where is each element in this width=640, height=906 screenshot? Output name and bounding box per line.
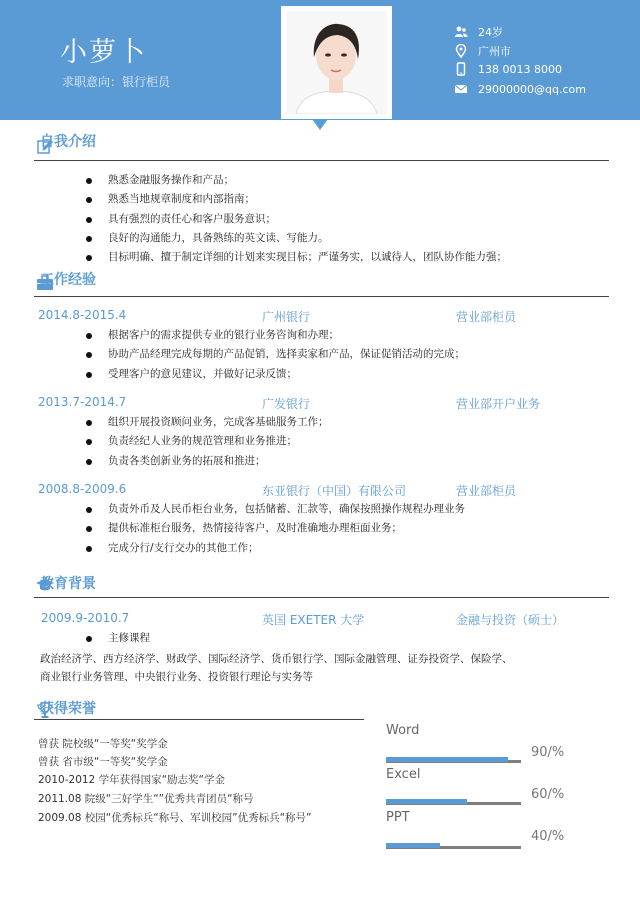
- edu-degree: 金融与投资（硕士）: [456, 613, 565, 627]
- contact-location: 广州市: [454, 43, 511, 59]
- section-divider: [34, 160, 609, 161]
- list-item: 组织开展投资顾问业务，完成客基础服务工作；: [84, 413, 329, 432]
- job-position: 营业部开户业务: [456, 397, 541, 411]
- header-pointer: [312, 119, 328, 130]
- list-item: 完成分行/支行交办的其他工作；: [84, 539, 465, 558]
- honor-item: 2009.08 校园“优秀标兵“称号、军训校园”优秀标兵“称号”: [38, 812, 312, 824]
- job-period: 2008.8-2009.6: [38, 482, 127, 496]
- job-company: 东亚银行（中国）有限公司: [262, 484, 407, 498]
- honor-item: 曾获 院校级“一等奖“奖学金: [38, 738, 168, 750]
- skill-name: Word: [386, 723, 420, 738]
- skill-percent: 60/%: [531, 787, 565, 802]
- list-item: 根据客户的需求提供专业的银行业务咨询和办理；: [84, 326, 465, 345]
- job-company: 广州银行: [262, 310, 311, 324]
- skill-bar-fill: [386, 757, 508, 762]
- list-item: 负责各类创新业务的拓展和推进；: [84, 452, 329, 471]
- job-company: 广发银行: [262, 397, 311, 411]
- section-divider: [34, 296, 609, 297]
- honor-item: 2010-2012 学年获得国家“励志奖“学金: [38, 774, 225, 786]
- candidate-name: 小萝卜: [60, 37, 147, 68]
- skill-percent: 40/%: [531, 829, 565, 844]
- list-item: 目标明确、擅于制定详细的计划来实现目标；严谨务实，以诚待人，团队协作能力强；: [84, 248, 507, 267]
- list-item: 协助产品经理完成每期的产品促销，选择卖家和产品，保证促销活动的完成；: [84, 345, 465, 364]
- contact-email: 29000000@qq.com: [454, 82, 586, 96]
- job-position: 营业部柜员: [456, 484, 517, 498]
- honor-item: 曾获 省市级“一等奖“奖学金: [38, 756, 168, 768]
- edu-school: 英国 EXETER 大学: [262, 613, 365, 627]
- job-duties-list: [84, 326, 465, 384]
- self-intro-list: [84, 171, 507, 267]
- courses-line: 政治经济学、西方经济学、财政学、国际经济学、货币银行学、国际金融管理、证券投资学、保险学、: [40, 653, 513, 665]
- list-item: 具有强烈的责任心和客户服务意识；: [84, 210, 507, 229]
- users-icon: [454, 25, 468, 39]
- skill-name: PPT: [386, 810, 410, 825]
- section-title-self-intro: 自我介绍: [40, 134, 96, 150]
- list-item: 熟悉当地规章制度和内部指南；: [84, 190, 507, 209]
- contact-phone: 138 0013 8000: [454, 62, 562, 76]
- phone-icon: [454, 62, 468, 76]
- job-duties-list: [84, 500, 465, 558]
- skill-bar-fill: [386, 799, 467, 804]
- courses-line: 商业银行业务管理、中央银行业务、投资银行理论与实务等: [40, 671, 313, 683]
- profile-photo: [286, 11, 387, 114]
- contact-age: 24岁: [454, 24, 503, 40]
- mail-icon: [454, 82, 468, 96]
- list-item: 负责外币及人民币柜台业务，包括储蓄、汇款等，确保按照操作规程办理业务: [84, 500, 465, 519]
- section-title-honors: 获得荣誉: [40, 701, 96, 717]
- job-position: 营业部柜员: [456, 310, 517, 324]
- skill-percent: 90/%: [531, 745, 565, 760]
- skill-bar-fill: [386, 843, 440, 848]
- job-duties-list: [84, 413, 329, 471]
- section-title-work: 工作经验: [40, 272, 96, 288]
- list-item: 主修课程: [84, 629, 150, 648]
- section-title-education: 教育背景: [40, 576, 96, 592]
- edu-period: 2009.9-2010.7: [41, 611, 130, 625]
- course-list: [84, 629, 150, 648]
- list-item: 熟悉金融服务操作和产品；: [84, 171, 507, 190]
- list-item: 负责经纪人业务的规范管理和业务推进；: [84, 432, 329, 451]
- list-item: 良好的沟通能力，具备熟练的英文读、写能力。: [84, 229, 507, 248]
- honor-item: 2011.08 院级“三好学生“”优秀共青团员“称号: [38, 793, 254, 805]
- job-intent: 求职意向：银行柜员: [62, 75, 171, 89]
- list-item: 提供标准柜台服务，热情接待客户，及时准确地办理柜面业务；: [84, 519, 465, 538]
- section-divider: [34, 719, 364, 720]
- list-item: 受理客户的意见建议，并做好记录反馈；: [84, 365, 465, 384]
- job-period: 2013.7-2014.7: [38, 395, 127, 409]
- profile-photo-frame: [281, 6, 392, 119]
- job-period: 2014.8-2015.4: [38, 308, 127, 322]
- location-pin-icon: [454, 44, 468, 58]
- skill-name: Excel: [386, 767, 421, 782]
- section-divider: [34, 597, 609, 598]
